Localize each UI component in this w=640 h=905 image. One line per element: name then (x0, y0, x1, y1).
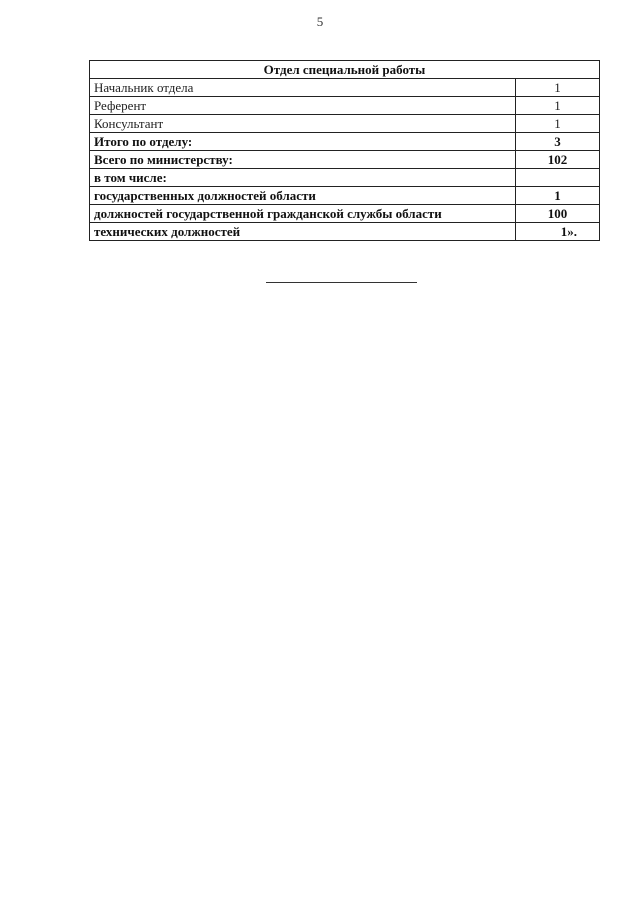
table-row-subtotal (90, 133, 600, 151)
position-name: Референт (90, 97, 516, 115)
page-number: 5 (316, 14, 324, 29)
position-name: Начальник отдела (90, 79, 516, 97)
table-row-total (90, 151, 600, 169)
total-count: 102 (516, 151, 600, 169)
position-count: 1 (516, 79, 600, 97)
table-row-including (90, 169, 600, 187)
subtotal-count: 3 (516, 133, 600, 151)
breakdown-label: технических должностей (90, 223, 516, 241)
total-label: Всего по министерству: (90, 151, 516, 169)
breakdown-count: 1 (516, 187, 600, 205)
table-row-breakdown (90, 223, 600, 241)
position-count: 1 (516, 97, 600, 115)
breakdown-count: 1». (516, 223, 600, 241)
table-row (90, 79, 600, 97)
table-row (90, 97, 600, 115)
staff-table (89, 60, 600, 241)
including-count (516, 169, 600, 187)
breakdown-label: должностей государственной гражданской службы области (90, 205, 516, 223)
table-row-breakdown (90, 205, 600, 223)
breakdown-count: 100 (516, 205, 600, 223)
table-header-row (90, 61, 600, 79)
subtotal-label: Итого по отделу: (90, 133, 516, 151)
position-count: 1 (516, 115, 600, 133)
end-of-document-rule (266, 282, 417, 283)
table-row-breakdown (90, 187, 600, 205)
section-header: Отдел специальной работы (90, 61, 600, 79)
table-row (90, 115, 600, 133)
position-name: Консультант (90, 115, 516, 133)
breakdown-label: государственных должностей области (90, 187, 516, 205)
including-label: в том числе: (90, 169, 516, 187)
